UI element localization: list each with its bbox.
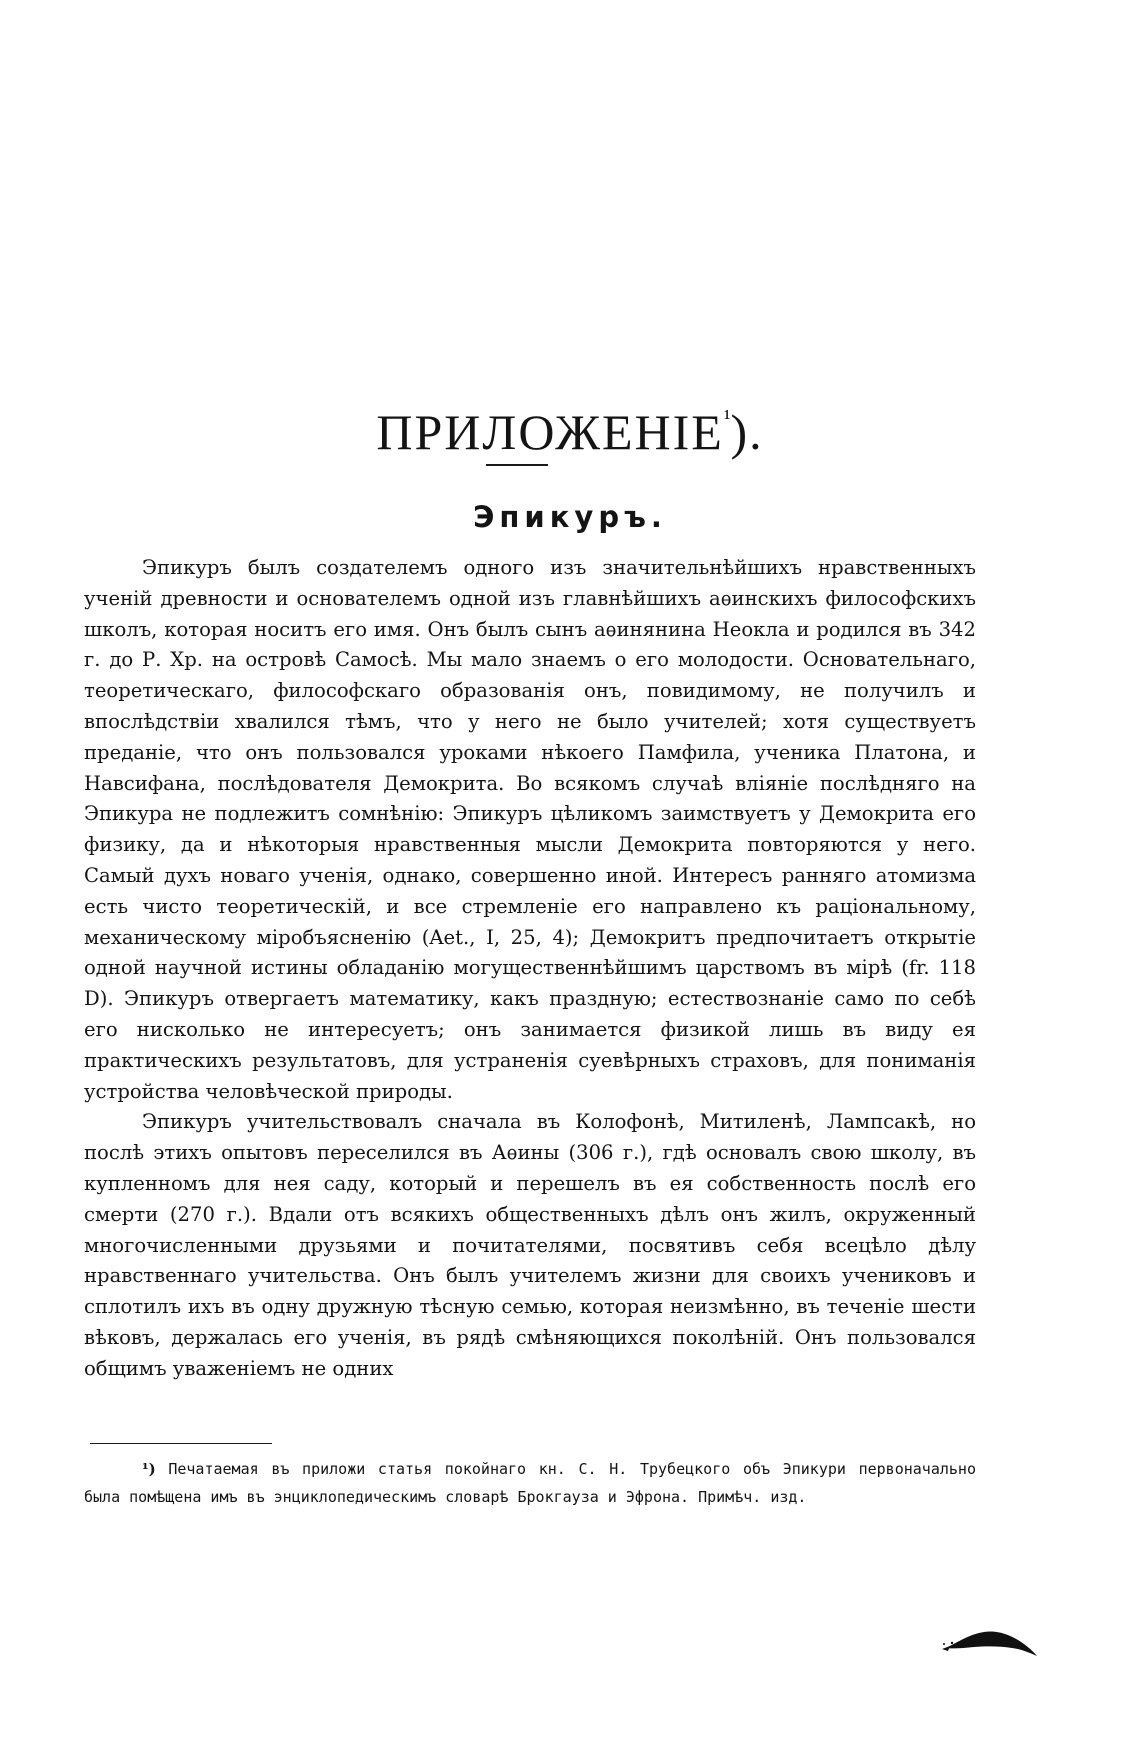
appendix-heading	[0, 388, 1140, 462]
footnote-text: Печатаемая въ приложи статья покойнаго кн. С. Н. Трубецкого объ Эпикури первоначально была помѣщена имъ въ энциклопедическимъ словарѣ Брокгауза и Эфрона. Примѣч. изд.	[84, 1460, 976, 1506]
section-title: Эпикуръ.	[473, 500, 667, 534]
printer-ornament-icon	[940, 1622, 1040, 1662]
footnote-reference[interactable]: ¹	[723, 405, 731, 430]
paragraph: Эпикуръ учительствовалъ сначала въ Колофонѣ, Митиленѣ, Лампсакѣ, но послѣ этихъ опытовъ переселился въ Аѳины (306 г.), гдѣ основалъ свою школу, въ купленномъ для нея саду, который и перешелъ въ ея собственность послѣ его смерти (270 г.). Вдали отъ всякихъ общественныхъ дѣлъ онъ жилъ, окруженный многочисленными друзьями и почитателями, посвятивъ себя всецѣло дѣлу нравственнаго учительства. Онъ былъ учителемъ жизни для своихъ учениковъ и сплотилъ ихъ въ одну дружную тѣсную семью, которая неизмѣнно, въ теченіе шести вѣковъ, держалась его ученія, въ рядѣ смѣняющихся поколѣній. Онъ пользовался общимъ уваженіемъ не одних	[84, 1110, 976, 1380]
footnote-divider	[90, 1443, 272, 1444]
footnote	[84, 1455, 976, 1511]
appendix-title-closing: ).	[730, 404, 764, 460]
appendix-title: ПРИЛОЖЕНІЕ	[376, 404, 724, 460]
body-text	[84, 553, 976, 1385]
heading-divider	[486, 464, 548, 466]
footnote-mark: ¹)	[142, 1460, 156, 1478]
paragraph: Эпикуръ былъ создателемъ одного изъ значительнѣйшихъ нравственныхъ ученій древности и основателемъ одной изъ главнѣйшихъ аѳинскихъ философскихъ школъ, которая носитъ его имя. Онъ былъ сынъ аѳинянина Неокла и родился въ 342 г. до Р. Хр. на островѣ Самосѣ. Мы мало знаемъ о его молодости. Основательнаго, теоретическаго, философскаго образованія онъ, повидимому, не получилъ и впослѣдствіи хвалился тѣмъ, что у него не было учителей; хотя существуетъ преданіе, что онъ пользовался уроками нѣкоего Памфила, ученика Платона, и Навсифана, послѣдователя Демокрита. Во всякомъ случаѣ вліяніе послѣдняго на Эпикура не подлежитъ сомнѣнію: Эпикуръ цѣликомъ заимствуетъ у Демокрита его физику, да и нѣкоторыя нравственныя мысли Демокрита повторяются у него. Самый духъ новаго ученія, однако, совершенно иной. Интересъ ранняго атомизма есть чисто теоретическій, и все стремленіе его направлено къ раціональному, механическому міробъясненію (Aet., I, 25, 4); Демокритъ предпочитаетъ открытіе одной научной истины обладанію могущественнѣйшимъ царствомъ въ мірѣ (fr. 118 D). Эпикуръ отвергаетъ математику, какъ праздную; естествознаніе само по себѣ его нисколько не интересуетъ; онъ занимается физикой лишь въ виду ея практическихъ результатовъ, для устраненія суевѣрныхъ страховъ, для пониманія устройства человѣческой природы.	[84, 556, 976, 1103]
